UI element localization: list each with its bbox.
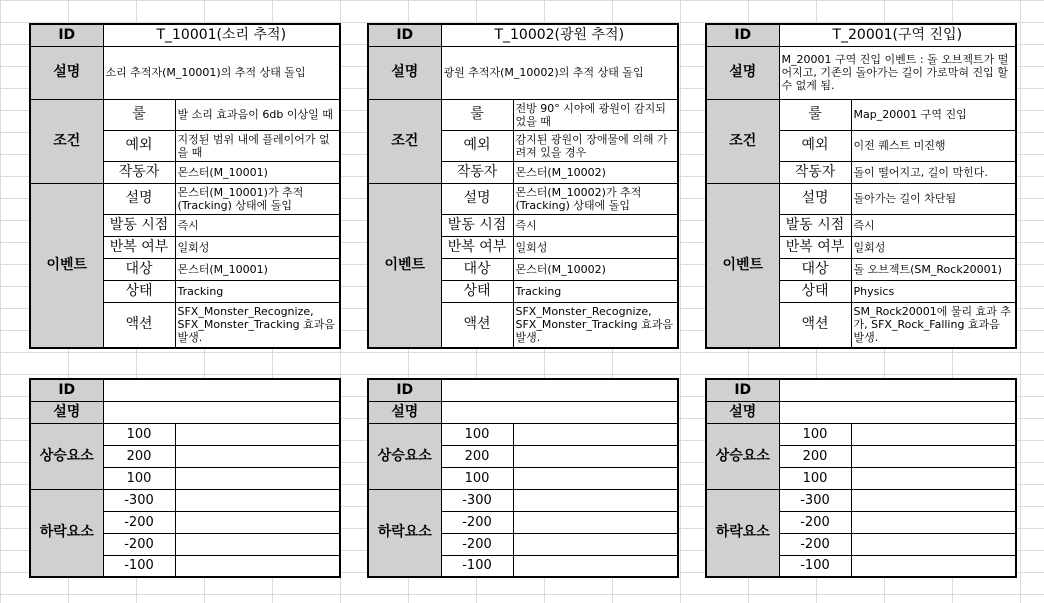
id-label: ID [368, 24, 441, 46]
rise-value: 100 [779, 423, 851, 445]
rise-value: 100 [103, 467, 175, 489]
fall-value: -200 [779, 533, 851, 555]
fall-cell[interactable] [851, 489, 1016, 511]
event-desc: 소리 추적자(M_10001)의 추적 상태 돌입 [103, 46, 340, 99]
fall-value: -100 [103, 555, 175, 577]
rise-cell[interactable] [175, 423, 340, 445]
action-value: SFX_Monster_Recognize, SFX_Monster_Tracking 효과음 발생. [513, 302, 678, 348]
rise-value: 100 [779, 467, 851, 489]
rise-cell[interactable] [175, 467, 340, 489]
target-label: 대상 [441, 258, 513, 280]
ev-desc-label: 설명 [103, 183, 175, 214]
action-label: 액션 [779, 302, 851, 348]
except-label: 예외 [103, 130, 175, 161]
actor-value: 몬스터(M_10002) [513, 161, 678, 183]
rise-label: 상승요소 [30, 423, 103, 489]
cond-label: 조건 [368, 99, 441, 183]
fall-value: -200 [779, 511, 851, 533]
rule-label: 룰 [103, 99, 175, 130]
rise-value: 100 [441, 423, 513, 445]
action-label: 액션 [441, 302, 513, 348]
fall-cell[interactable] [513, 489, 678, 511]
fall-value: -200 [441, 533, 513, 555]
fall-cell[interactable] [175, 555, 340, 577]
event-label: 이벤트 [30, 183, 103, 348]
id-label: ID [706, 379, 779, 401]
ev-desc-label: 설명 [779, 183, 851, 214]
action-value: SFX_Monster_Recognize, SFX_Monster_Tracking 효과음 발생. [175, 302, 340, 348]
repeat-value: 일회성 [851, 236, 1016, 258]
fall-value: -300 [441, 489, 513, 511]
target-value: 몬스터(M_10001) [175, 258, 340, 280]
target-label: 대상 [779, 258, 851, 280]
fall-value: -200 [103, 511, 175, 533]
rise-value: 200 [103, 445, 175, 467]
actor-value: 돌이 떨어지고, 길이 막힌다. [851, 161, 1016, 183]
state-label: 상태 [779, 280, 851, 302]
rise-cell[interactable] [851, 423, 1016, 445]
desc-value-empty[interactable] [779, 401, 1016, 423]
event-id: T_10001(소리 추적) [103, 24, 340, 46]
state-value: Tracking [175, 280, 340, 302]
rise-label: 상승요소 [368, 423, 441, 489]
actor-label: 작동자 [779, 161, 851, 183]
trigger-label: 발동 시점 [441, 214, 513, 236]
actor-label: 작동자 [103, 161, 175, 183]
fall-cell[interactable] [175, 533, 340, 555]
rule-label: 룰 [441, 99, 513, 130]
target-value: 몬스터(M_10002) [513, 258, 678, 280]
id-value-empty[interactable] [779, 379, 1016, 401]
id-label: ID [30, 24, 103, 46]
desc-value-empty[interactable] [441, 401, 678, 423]
id-label: ID [368, 379, 441, 401]
factor-table-3 [705, 378, 1017, 578]
state-label: 상태 [441, 280, 513, 302]
trigger-value: 즉시 [175, 214, 340, 236]
rise-cell[interactable] [513, 423, 678, 445]
fall-cell[interactable] [513, 511, 678, 533]
state-label: 상태 [103, 280, 175, 302]
ev-desc-value: 몬스터(M_10001)가 추적(Tracking) 상태에 돌입 [175, 183, 340, 214]
except-value: 지정된 범위 내에 플레이어가 없을 때 [175, 130, 340, 161]
repeat-label: 반복 여부 [441, 236, 513, 258]
target-label: 대상 [103, 258, 175, 280]
fall-value: -200 [103, 533, 175, 555]
action-value: SM_Rock20001에 물리 효과 추가, SFX_Rock_Falling 효과음 발생. [851, 302, 1016, 348]
fall-cell[interactable] [513, 533, 678, 555]
event-desc: M_20001 구역 진입 이벤트 : 돌 오브젝트가 떨어지고, 기존의 돌아가는 길이 가로막혀 진입 할 수 없게 됨. [779, 46, 1016, 99]
rise-cell[interactable] [513, 445, 678, 467]
event-table-2 [367, 23, 679, 349]
event-id: T_10002(광원 추적) [441, 24, 678, 46]
fall-value: -300 [103, 489, 175, 511]
ev-desc-value: 돌아가는 길이 차단됨 [851, 183, 1016, 214]
rise-value: 200 [441, 445, 513, 467]
trigger-label: 발동 시점 [779, 214, 851, 236]
factor-table-2 [367, 378, 679, 578]
rule-label: 룰 [779, 99, 851, 130]
fall-cell[interactable] [851, 555, 1016, 577]
actor-value: 몬스터(M_10001) [175, 161, 340, 183]
fall-cell[interactable] [851, 533, 1016, 555]
except-label: 예외 [779, 130, 851, 161]
except-value: 이전 퀘스트 미진행 [851, 130, 1016, 161]
state-value: Tracking [513, 280, 678, 302]
trigger-value: 즉시 [513, 214, 678, 236]
factor-table-1 [29, 378, 341, 578]
repeat-value: 일회성 [175, 236, 340, 258]
fall-label: 하락요소 [30, 489, 103, 577]
target-value: 돌 오브젝트(SM_Rock20001) [851, 258, 1016, 280]
event-table-3 [705, 23, 1017, 349]
rise-cell[interactable] [851, 445, 1016, 467]
state-value: Physics [851, 280, 1016, 302]
trigger-label: 발동 시점 [103, 214, 175, 236]
desc-value-empty[interactable] [103, 401, 340, 423]
rule-value: 전방 90° 시야에 광원이 감지되었을 때 [513, 99, 678, 130]
desc-label: 설명 [706, 46, 779, 99]
event-label: 이벤트 [706, 183, 779, 348]
rise-value: 100 [441, 467, 513, 489]
trigger-value: 즉시 [851, 214, 1016, 236]
ev-desc-value: 몬스터(M_10002)가 추적(Tracking) 상태에 돌입 [513, 183, 678, 214]
rise-value: 200 [779, 445, 851, 467]
fall-value: -300 [779, 489, 851, 511]
fall-value: -100 [779, 555, 851, 577]
fall-cell[interactable] [513, 555, 678, 577]
repeat-label: 반복 여부 [779, 236, 851, 258]
rise-cell[interactable] [851, 467, 1016, 489]
id-value-empty[interactable] [441, 379, 678, 401]
desc-label: 설명 [706, 401, 779, 423]
rise-label: 상승요소 [706, 423, 779, 489]
repeat-label: 반복 여부 [103, 236, 175, 258]
event-label: 이벤트 [368, 183, 441, 348]
desc-label: 설명 [30, 401, 103, 423]
id-value-empty[interactable] [103, 379, 340, 401]
fall-value: -100 [441, 555, 513, 577]
id-label: ID [30, 379, 103, 401]
rise-value: 100 [103, 423, 175, 445]
id-label: ID [706, 24, 779, 46]
except-label: 예외 [441, 130, 513, 161]
cond-label: 조건 [706, 99, 779, 183]
event-table-1 [29, 23, 341, 349]
cond-label: 조건 [30, 99, 103, 183]
except-value: 감지된 광원이 장애물에 의해 가려져 있을 경우 [513, 130, 678, 161]
event-id: T_20001(구역 진입) [779, 24, 1016, 46]
fall-label: 하락요소 [706, 489, 779, 577]
fall-cell[interactable] [851, 511, 1016, 533]
actor-label: 작동자 [441, 161, 513, 183]
fall-label: 하락요소 [368, 489, 441, 577]
action-label: 액션 [103, 302, 175, 348]
fall-cell[interactable] [175, 489, 340, 511]
fall-value: -200 [441, 511, 513, 533]
repeat-value: 일회성 [513, 236, 678, 258]
desc-label: 설명 [368, 46, 441, 99]
desc-label: 설명 [30, 46, 103, 99]
rise-cell[interactable] [513, 467, 678, 489]
fall-cell[interactable] [175, 511, 340, 533]
rule-value: 발 소리 효과음이 6db 이상일 때 [175, 99, 340, 130]
ev-desc-label: 설명 [441, 183, 513, 214]
rise-cell[interactable] [175, 445, 340, 467]
desc-label: 설명 [368, 401, 441, 423]
rule-value: Map_20001 구역 진입 [851, 99, 1016, 130]
event-desc: 광원 추적자(M_10002)의 추적 상태 돌입 [441, 46, 678, 99]
